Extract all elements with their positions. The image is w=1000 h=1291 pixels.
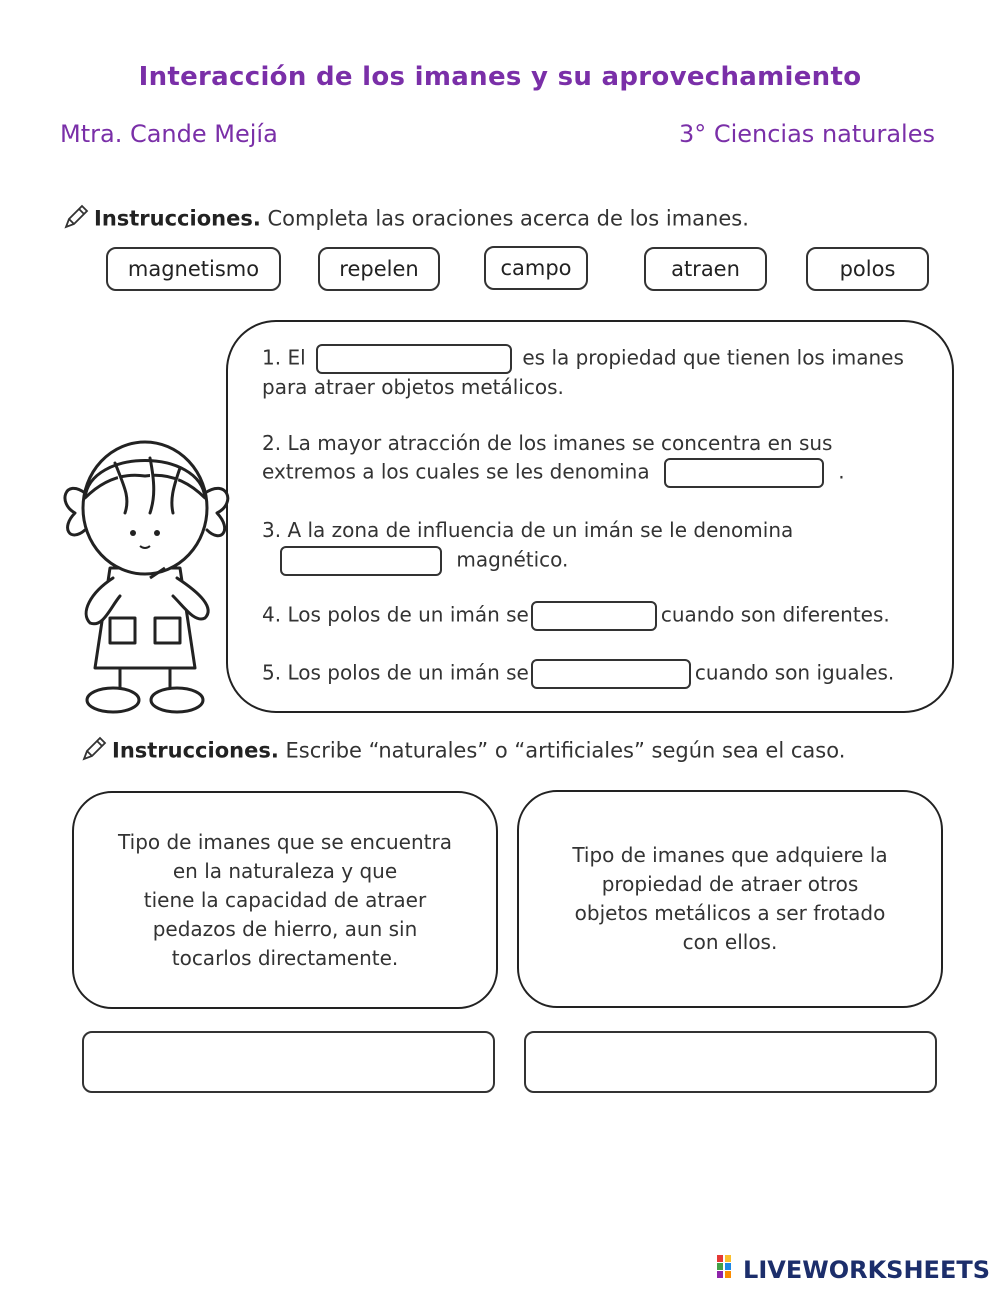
pencil-icon	[62, 203, 90, 236]
sentence-2-line-2	[262, 458, 845, 488]
instruction-2	[80, 735, 845, 768]
liveworksheets-logo	[717, 1255, 990, 1285]
sentence-1-line-2: para atraer objetos metálicos.	[262, 375, 564, 399]
subject-label: 3° Ciencias naturales	[678, 120, 935, 148]
logo-icon	[717, 1255, 739, 1285]
instruction-2-label: Instrucciones.	[112, 738, 279, 763]
instruction-1-text: Completa las oraciones acerca de los imanes.	[260, 206, 749, 231]
pencil-icon	[80, 735, 108, 768]
card-left-text: Tipo de imanes que se encuentra en la naturaleza y que tiene la capacidad de atraer pedazos de hierro, aun sin tocarlos directamente.	[118, 829, 452, 970]
word-chip-polos[interactable]: polos	[806, 247, 929, 291]
word-chip-magnetismo[interactable]: magnetismo	[106, 247, 281, 291]
sentence-2-text: extremos a los cuales se les denomina	[262, 459, 650, 484]
answer-blank-4[interactable]	[531, 601, 657, 631]
word-chip-atraen[interactable]: atraen	[644, 247, 767, 291]
sentence-1-start: 1. El	[262, 345, 306, 370]
card-artificial-magnets	[517, 790, 943, 1008]
logo-text: LIVEWORKSHEETS	[743, 1256, 990, 1284]
sentence-2-line-1: 2. La mayor atracción de los imanes se concentra en sus	[262, 431, 833, 455]
sentence-5	[262, 659, 894, 689]
answer-blank-5[interactable]	[531, 659, 691, 689]
sentence-5-start: 5. Los polos de un imán se	[262, 660, 529, 685]
word-chip-repelen[interactable]: repelen	[318, 247, 440, 291]
girl-illustration	[55, 418, 245, 728]
answer-box-right[interactable]	[524, 1031, 937, 1093]
sentence-4-start: 4. Los polos de un imán se	[262, 602, 529, 627]
sentence-4	[262, 601, 890, 631]
card-right-text: Tipo de imanes que adquiere la propiedad de atraer otros objetos metálicos a ser frotado con ellos.	[572, 843, 888, 954]
page-title: Interacción de los imanes y su aprovechamiento	[138, 62, 862, 92]
instruction-2-text: Escribe “naturales” o “artificiales” según sea el caso.	[278, 738, 846, 763]
sentence-5-end: cuando son iguales.	[694, 660, 895, 685]
sentence-3-end: magnético.	[456, 547, 569, 572]
answer-blank-1[interactable]	[316, 344, 512, 374]
teacher-name: Mtra. Cande Mejía	[60, 120, 278, 148]
instruction-1	[62, 203, 749, 236]
sentence-1-end: es la propiedad que tienen los imanes	[522, 345, 904, 370]
sentence-4-end: cuando son diferentes.	[660, 602, 890, 627]
word-chip-campo[interactable]: campo	[484, 246, 588, 290]
answer-box-left[interactable]	[82, 1031, 495, 1093]
sentence-2-period: .	[838, 459, 845, 484]
sentence-1-line-1	[262, 344, 904, 374]
instruction-1-label: Instrucciones.	[94, 206, 261, 231]
sentence-3-line-2	[280, 546, 568, 576]
answer-blank-3[interactable]	[280, 546, 442, 576]
card-natural-magnets	[72, 791, 498, 1009]
answer-blank-2[interactable]	[664, 458, 824, 488]
sentence-3-line-1: 3. A la zona de influencia de un imán se le denomina	[262, 518, 794, 542]
